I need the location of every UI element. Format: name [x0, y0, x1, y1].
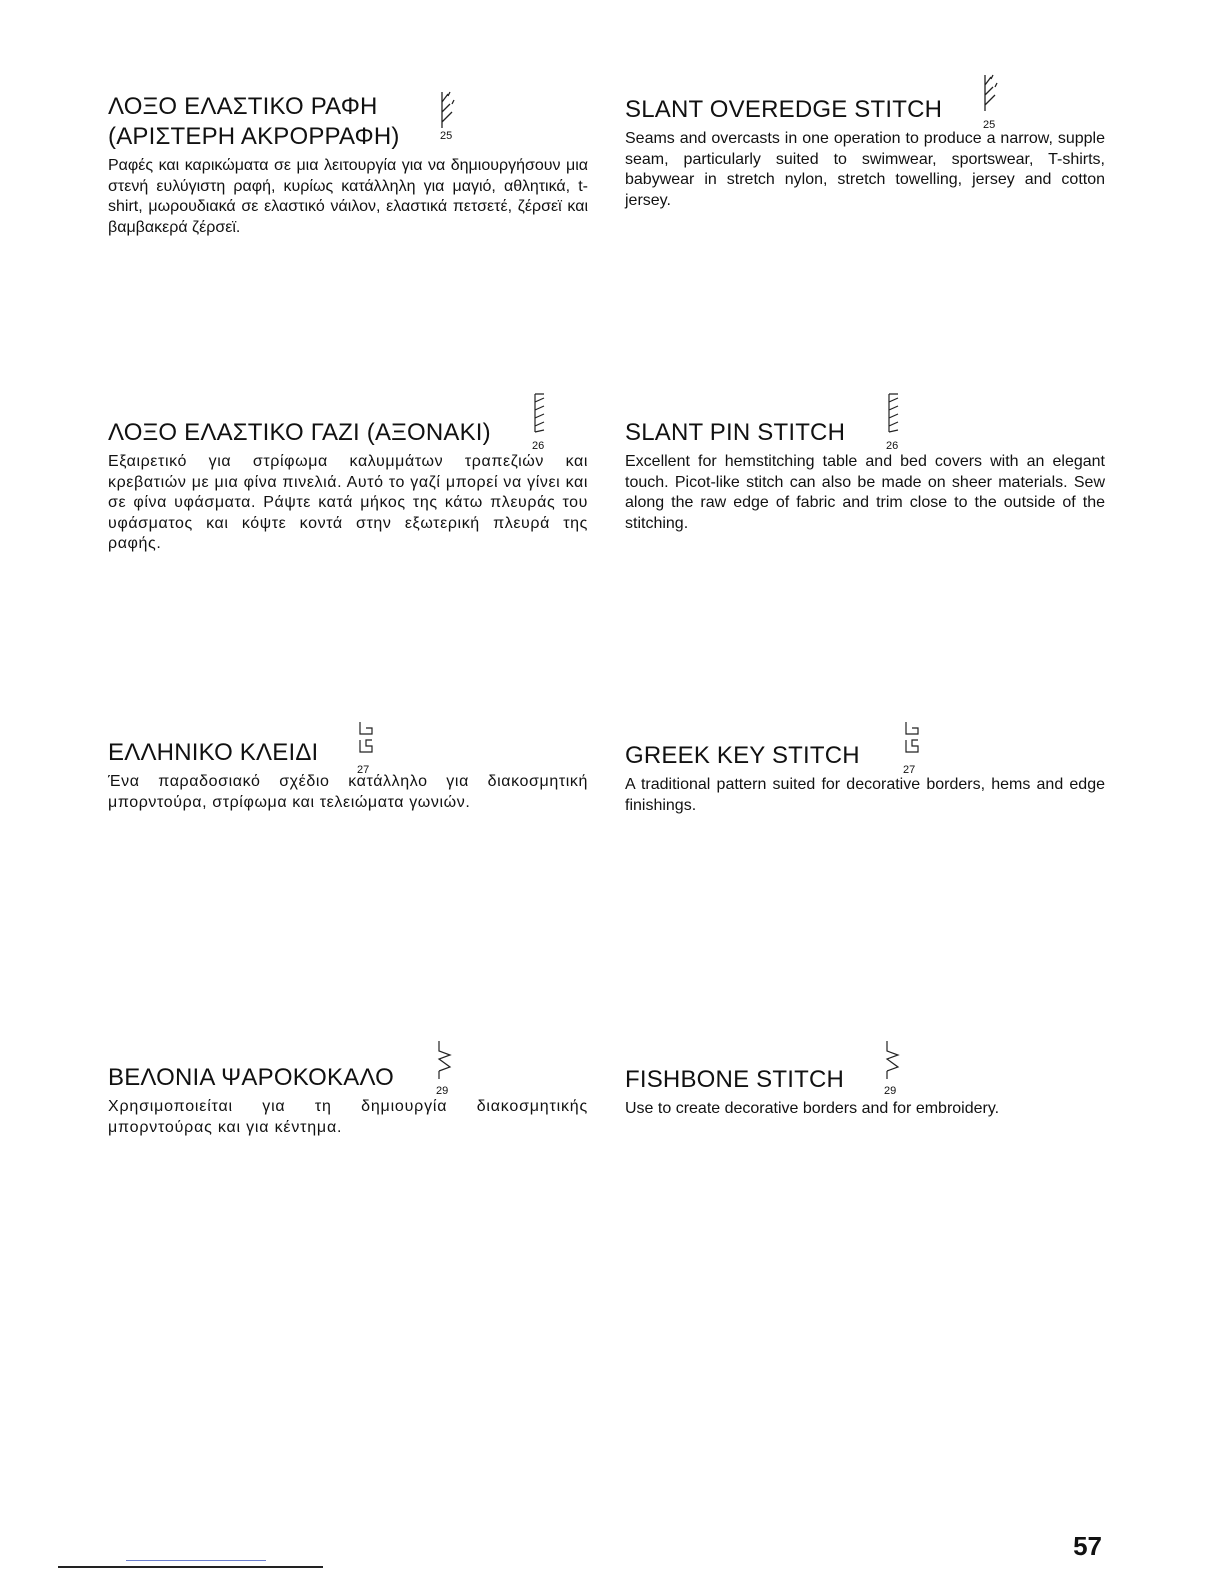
footer-rule	[58, 1566, 323, 1568]
section-fishbone-en	[625, 1065, 1105, 1120]
stitch-number: 26	[532, 440, 545, 452]
greek-key-stitch-icon	[357, 720, 379, 776]
section-title: FISHBONE STITCH	[625, 1066, 845, 1093]
section-slant-overedge-gr	[108, 92, 588, 238]
section-title: ΒΕΛΟΝΙΑ ΨΑΡΟΚΟΚΑΛΟ	[108, 1064, 395, 1091]
slant-overedge-stitch-icon	[440, 90, 462, 142]
section-title-line2: (ΑΡΙΣΤΕΡΗ ΑΚΡΟΡΡΑΦΗ)	[108, 123, 400, 150]
section-body: Ραφές και καρικώματα σε μια λειτουργία για να δημιουργήσουν μια στενή ευλύγιστη ραφή, κυρίως κατάλληλη για μαγιό, αθλητικά, t-shirt, μωρουδιακά σε ελαστικό νάιλον, ελαστικά πετσετέ, ζέρσεϊ και βαμβακερά ζέρσεϊ.	[108, 157, 588, 236]
fishbone-stitch-icon	[436, 1039, 458, 1097]
section-slant-pin-gr	[108, 418, 588, 555]
section-title: SLANT OVEREDGE STITCH	[625, 96, 943, 123]
stitch-number: 29	[884, 1085, 897, 1097]
stitch-number: 29	[436, 1085, 449, 1097]
section-fishbone-gr	[108, 1063, 588, 1138]
section-body: A traditional pattern suited for decorative borders, hems and edge finishings.	[625, 776, 1105, 814]
section-title: SLANT PIN STITCH	[625, 419, 846, 446]
section-title: GREEK KEY STITCH	[625, 742, 860, 769]
section-greek-key-en	[625, 741, 1105, 816]
section-greek-key-gr	[108, 738, 588, 813]
section-body: Ένα παραδοσιακό σχέδιο κατάλληλο για διακοσμητική μπορντούρα, στρίφωμα και τελειώματα γωνιών.	[108, 773, 588, 811]
section-slant-overedge-en	[625, 95, 1105, 211]
page-number: 57	[1073, 1531, 1102, 1561]
greek-key-stitch-icon	[903, 720, 925, 776]
fishbone-stitch-icon	[884, 1039, 906, 1097]
slant-pin-stitch-icon	[886, 392, 908, 452]
section-title: ΛΟΞΟ ΕΛΑΣΤΙΚΟ ΡΑΦΗ	[108, 93, 378, 120]
section-body: Use to create decorative borders and for embroidery.	[625, 1100, 1000, 1117]
stitch-number: 27	[357, 764, 370, 776]
section-body: Seams and overcasts in one operation to produce a narrow, supple seam, particularly suited to swimwear, sportswear, T-shirts, babywear in stretch nylon, stretch towelling, jersey and cotton jersey.	[625, 130, 1105, 209]
stitch-number: 25	[983, 119, 996, 131]
section-body: Excellent for hemstitching table and bed covers with an elegant touch. Picot-like stitch can also be made on sheer materials. Sew along the raw edge of fabric and trim close to the outside of the stitching.	[625, 453, 1105, 532]
stitch-number: 26	[886, 440, 899, 452]
slant-overedge-stitch-icon	[983, 73, 1005, 131]
section-body: Χρησιμοποιείται για τη δημιουργία διακοσμητικής μπορντούρας και για κέντημα.	[108, 1098, 588, 1136]
footer-rule-accent	[126, 1560, 266, 1561]
section-title: ΕΛΛΗΝΙΚΟ ΚΛΕΙΔΙ	[108, 739, 319, 766]
slant-pin-stitch-icon	[532, 392, 554, 452]
stitch-number: 25	[440, 130, 453, 142]
section-slant-pin-en	[625, 418, 1105, 534]
stitch-number: 27	[903, 764, 916, 776]
section-body: Εξαιρετικό για στρίφωμα καλυμμάτων τραπεζιών και κρεβατιών με μια φίνα πινελιά. Αυτό το γαζί μπορεί να γίνει και σε φίνα υφάσματα. Ράψτε κατά μήκος της κάτω πλευράς του υφάσματος και κόψτε κοντά στην εξωτερική πλευρά της ραφής.	[108, 453, 588, 552]
section-title: ΛΟΞΟ ΕΛΑΣΤΙΚΟ ΓΑΖΙ (ΑΞΟΝΑΚΙ)	[108, 419, 491, 446]
